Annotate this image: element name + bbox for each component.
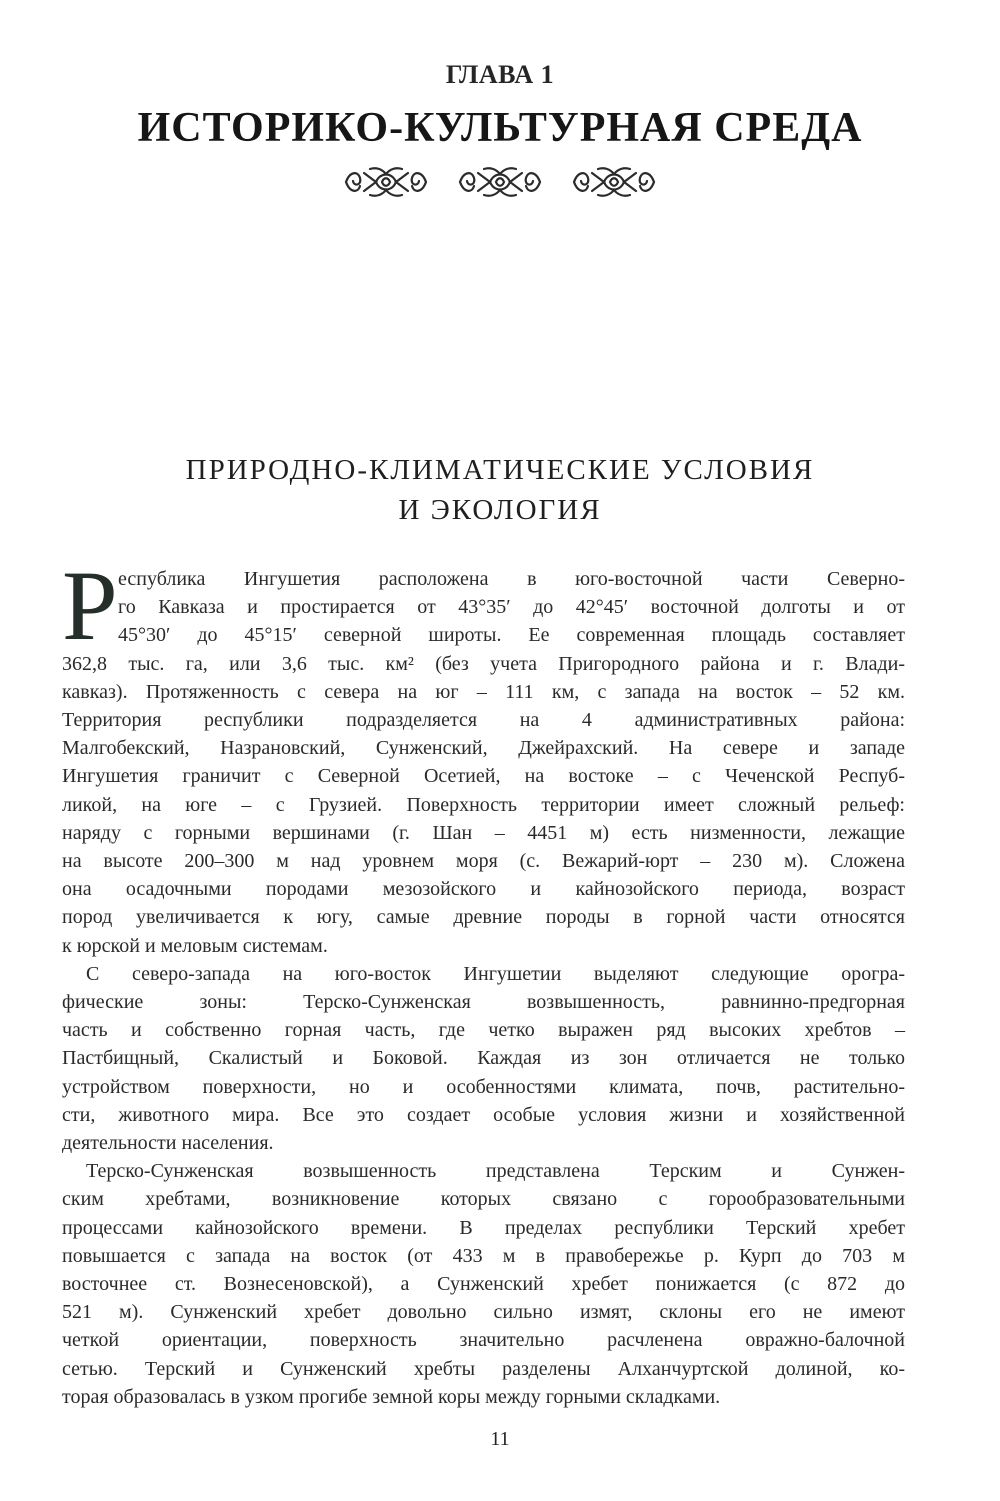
text-line: 45°30′ до 45°15′ северной широты. Ее современная площадь составляет (118, 624, 905, 647)
text-line: пород увеличивается к югу, самые древние породы в горной части относятся (62, 906, 905, 929)
text-line: еспублика Ингушетия расположена в юго-восточной части Северно- (118, 568, 905, 590)
text-line: С северо-запада на юго-восток Ингушетии выделяют следующие орогра- (86, 962, 905, 985)
text-line: на высоте 200–300 м над уровнем моря (с. Вежарий-юрт – 230 м). Сложена (62, 850, 905, 873)
text-line: Терско-Сунженская возвышенность представлена Терским и Сунжен- (86, 1160, 905, 1183)
ornament-icon (570, 165, 658, 199)
section-title (0, 450, 1000, 530)
paragraph (62, 1157, 905, 1411)
text-line: наряду с горными вершинами (г. Шан – 4451 м) есть низменности, лежащие (62, 821, 905, 844)
drop-cap: Р (62, 550, 118, 661)
text-line: она осадочными породами мезозойского и кайнозойского периода, возраст (62, 878, 905, 901)
text-line: часть и собственно горная часть, где четко выражен ряд высоких хребтов – (62, 1019, 905, 1042)
text-line: деятельности населения. (62, 1132, 274, 1155)
text-line: Территория республики подразделяется на 4 административных района: (62, 709, 905, 732)
text-line: восточнее ст. Вознесеновской), а Сунженский хребет понижается (с 872 до (62, 1273, 905, 1296)
text-line: повышается с запада на восток (от 433 м в правобережье р. Курп до 703 м (62, 1244, 905, 1267)
ornament-row (0, 165, 1000, 199)
text-line: го Кавказа и простирается от 43°35′ до 42°45′ восточной долготы и от (118, 596, 905, 619)
text-line: процессами кайнозойского времени. В пределах республики Терский хребет (62, 1216, 905, 1239)
text-line: ским хребтами, возникновение которых связано с горообразовательными (62, 1188, 905, 1211)
text-line: фические зоны: Терско-Сунженская возвышенность, равнинно-предгорная (62, 991, 905, 1014)
page-number: 11 (490, 1428, 510, 1450)
chapter-title: ИСТОРИКО-КУЛЬТУРНАЯ СРЕДА (137, 105, 863, 151)
text-line: Малгобекский, Назрановский, Сунженский, Джейрахский. На севере и западе (62, 737, 905, 760)
ornament-icon (342, 165, 430, 199)
text-line: торая образовалась в узком прогибе земной коры между горными складками. (62, 1385, 721, 1408)
paragraph (62, 960, 905, 1157)
text-line: ликой, на юге – с Грузией. Поверхность территории имеет сложный рельеф: (62, 793, 905, 816)
text-line: 521 м). Сунженский хребет довольно сильно измят, склоны его не имеют (62, 1301, 905, 1324)
text-line: сетью. Терский и Сунженский хребты разделены Алханчуртской долиной, ко- (62, 1357, 905, 1380)
text-line: кавказ). Протяженность с севера на юг – 111 км, с запада на восток – 52 км. (62, 680, 905, 703)
text-line: 362,8 тыс. га, или 3,6 тыс. км² (без учета Пригородного района и г. Влади- (62, 652, 905, 675)
text-line: Пастбищный, Скалистый и Боковой. Каждая из зон отличается не только (62, 1047, 905, 1070)
text-line: к юрской и меловым системам. (62, 934, 328, 957)
text-line: устройством поверхности, но и особенностями климата, почв, растительно- (62, 1075, 905, 1098)
text-line: четкой ориентации, поверхность значительно расчленена овражно-балочной (62, 1329, 905, 1352)
section-title-line: И ЭКОЛОГИЯ (398, 494, 602, 526)
section-title-line: ПРИРОДНО-КЛИМАТИЧЕСКИЕ УСЛОВИЯ (185, 454, 815, 486)
ornament-icon (456, 165, 544, 199)
body-text (62, 565, 905, 1411)
text-line: сти, животного мира. Все это создает особые условия жизни и хозяйственной (62, 1103, 905, 1126)
chapter-label: ГЛАВА 1 (445, 60, 555, 89)
paragraph (62, 565, 905, 960)
text-line: Ингушетия граничит с Северной Осетией, на востоке – с Чеченской Респуб- (62, 765, 905, 788)
